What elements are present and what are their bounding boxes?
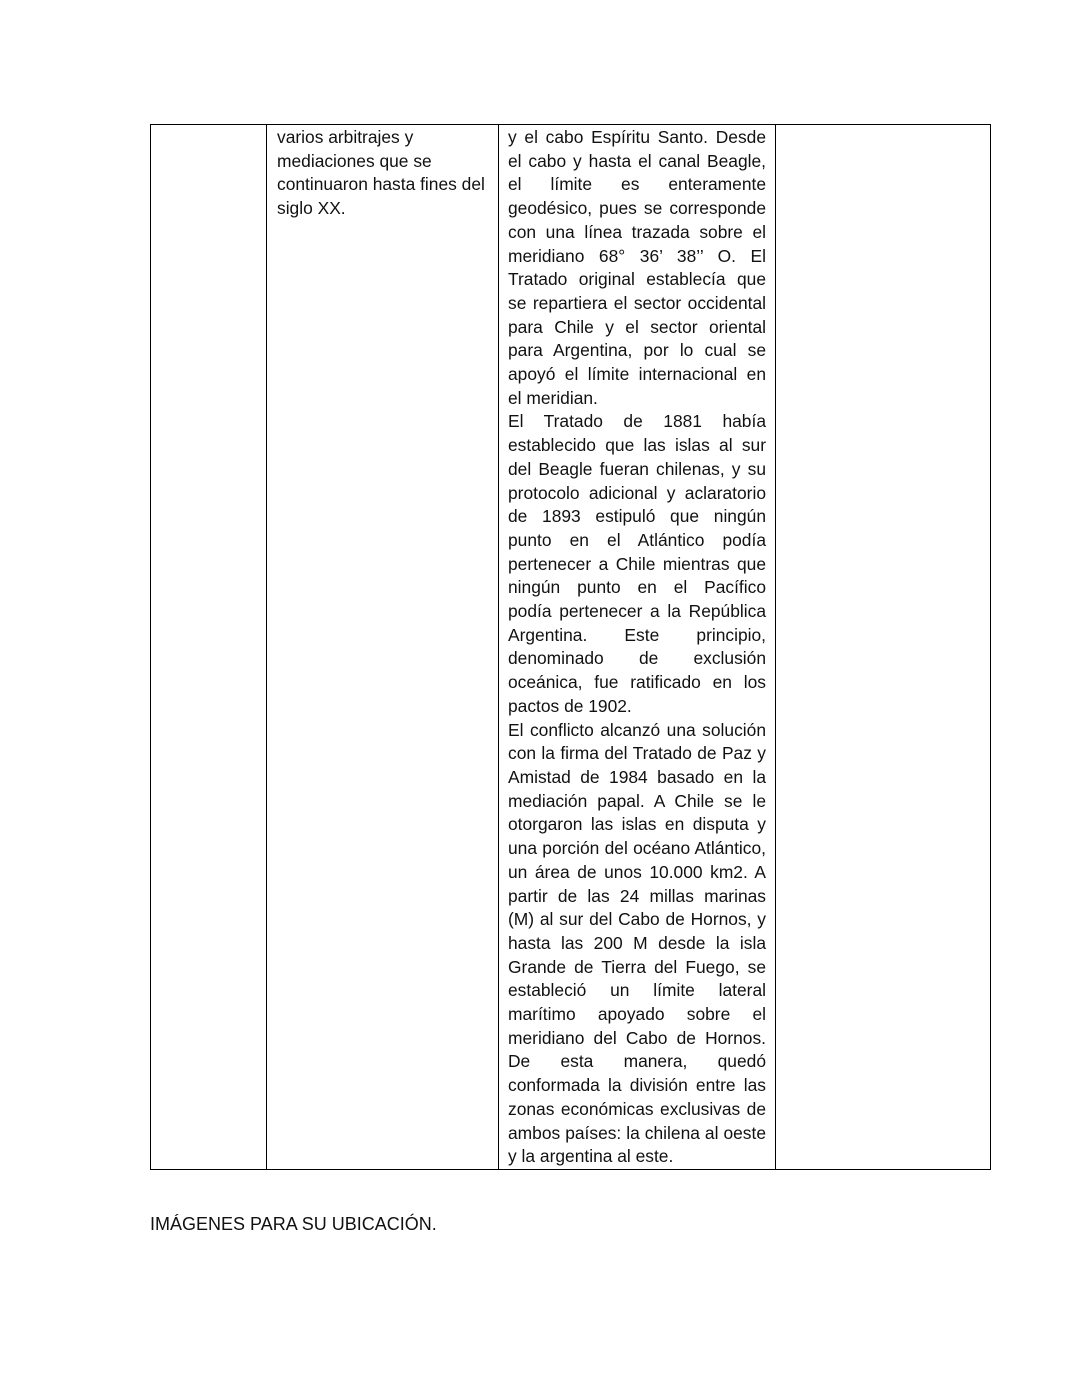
table-cell-description bbox=[499, 125, 776, 1170]
notes-text: varios arbitrajes y mediaciones que se continuaron hasta fines del siglo XX. bbox=[277, 127, 485, 219]
table-cell-empty-left bbox=[151, 125, 267, 1170]
table-row bbox=[151, 125, 991, 1170]
description-paragraph: y el cabo Espíritu Santo. Desde el cabo y hasta el canal Beagle, el límite es enteramente geodésico, pues se corresponde con una línea trazada sobre el meridiano 68° 36’ 38’’ O. El Tratado original establecía que se repartiera el sector occidental para Chile y el sector oriental para Argentina, por lo cual se apoyó el límite internacional en el meridian. bbox=[508, 127, 766, 408]
table-cell-notes bbox=[267, 125, 499, 1170]
content-table bbox=[150, 124, 991, 1170]
table-cell-empty-right bbox=[776, 125, 991, 1170]
section-heading: IMÁGENES PARA SU UBICACIÓN. bbox=[150, 1214, 437, 1234]
description-paragraph: El conflicto alcanzó una solución con la firma del Tratado de Paz y Amistad de 1984 basado en la mediación papal. A Chile se le otorgaron las islas en disputa y una porción del océano Atlántico, un área de unos 10.000 km2. A partir de las 24 millas marinas (M) al sur del Cabo de Hornos, y hasta las 200 M desde la isla Grande de Tierra del Fuego, se estableció un límite lateral marítimo apoyado sobre el meridiano del Cabo de Hornos. De esta manera, quedó conformada la división entre las zonas económicas exclusivas de ambos países: la chilena al oeste y la argentina al este. bbox=[508, 719, 766, 1167]
description-paragraph: El Tratado de 1881 había establecido que las islas al sur del Beagle fueran chilenas, y su protocolo adicional y aclaratorio de 1893 estipuló que ningún punto en el Atlántico podía pertenecer a Chile mientras que ningún punto en el Pacífico podía pertenecer a la República Argentina. Este principio, denominado de exclusión oceánica, fue ratificado en los pactos de 1902. bbox=[508, 411, 766, 716]
